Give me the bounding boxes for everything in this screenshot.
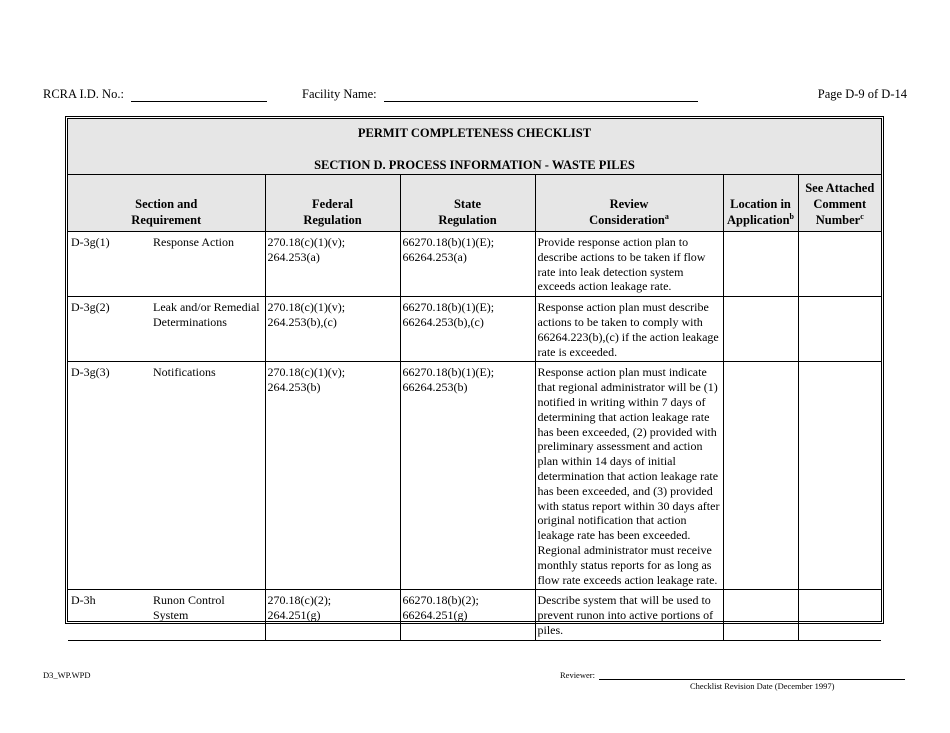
checklist-table	[68, 175, 881, 641]
review-consideration: Describe system that will be used to prevent runon into active portions of piles.	[535, 590, 723, 640]
location-in-application-cell[interactable]	[723, 590, 798, 640]
reviewer-blank[interactable]	[599, 671, 905, 680]
rcra-id-blank[interactable]	[131, 89, 267, 102]
checklist-title: PERMIT COMPLETENESS CHECKLIST	[357, 126, 592, 140]
col-header-section: Section and Requirement	[68, 175, 265, 232]
comment-number-cell[interactable]	[798, 362, 881, 590]
col-header-review: Review Consideration$^a$	[535, 175, 723, 232]
table-row	[68, 232, 881, 297]
section-cell	[68, 297, 265, 362]
requirement-name: Notifications	[153, 365, 216, 380]
requirement-name: Response Action	[153, 235, 234, 249]
state-regulation: 66270.18(b)(1)(E); 66264.253(b),(c)	[400, 297, 535, 362]
state-regulation: 66270.18(b)(1)(E); 66264.253(a)	[400, 232, 535, 297]
table-header-row	[68, 175, 881, 232]
page-number: Page D-9 of D-14	[817, 87, 907, 101]
comment-number-cell[interactable]	[798, 232, 881, 297]
federal-regulation: 270.18(c)(1)(v); 264.253(b),(c)	[265, 297, 400, 362]
location-in-application-cell[interactable]	[723, 297, 798, 362]
file-name: D3_WP.WPD	[43, 670, 91, 680]
rcra-id-label: RCRA I.D. No.:	[43, 87, 124, 101]
state-regulation: 66270.18(b)(1)(E); 66264.253(b)	[400, 362, 535, 590]
checklist-title-bar	[68, 119, 881, 175]
facility-name-blank[interactable]	[384, 89, 698, 102]
col-header-location: Location in Application$^b$	[723, 175, 798, 232]
section-id: D-3g(1)	[71, 235, 110, 249]
reviewer-label: Reviewer:	[560, 670, 595, 680]
col-header-state: State Regulation	[400, 175, 535, 232]
section-title: SECTION D. PROCESS INFORMATION - WASTE PILES	[314, 158, 635, 172]
comment-number-cell[interactable]	[798, 590, 881, 640]
requirement-name: Runon Control System	[153, 593, 225, 623]
review-consideration: Response action plan must indicate that regional administrator will be (1) notified in writing within 7 days of determining that action leakage rate has been exceeded, (2) provided with preliminary assessment and action plan within 14 days of initial determination that action leakage rate has been exceeded, and (3) provided with status report within 30 days after original notification that action leakage rate has been exceeded. Regional administrator must receive monthly status reports for as long as flow rate exceeds action leakage rate.	[535, 362, 723, 590]
section-id: D-3h	[71, 593, 96, 608]
table-row	[68, 297, 881, 362]
review-consideration: Provide response action plan to describe actions to be taken if flow rate into leak detection system exceeds action leakage rate.	[535, 232, 723, 297]
col-header-federal: Federal Regulation	[265, 175, 400, 232]
section-cell	[68, 232, 265, 297]
checklist-revision-date: Checklist Revision Date (December 1997)	[690, 681, 835, 691]
section-id: D-3g(2)	[71, 300, 110, 315]
facility-name-label: Facility Name:	[302, 87, 377, 101]
section-cell	[68, 362, 265, 590]
federal-regulation: 270.18(c)(2); 264.251(g)	[265, 590, 400, 640]
table-row	[68, 590, 881, 640]
checklist-table-frame	[65, 116, 884, 637]
section-cell	[68, 590, 265, 640]
section-id: D-3g(3)	[71, 365, 110, 380]
federal-regulation: 270.18(c)(1)(v); 264.253(a)	[265, 232, 400, 297]
table-row	[68, 362, 881, 590]
facility-name-field	[302, 87, 698, 102]
col-header-comment: See Attached Comment Number$^c$	[798, 175, 881, 232]
reviewer-field	[560, 670, 905, 680]
review-consideration: Response action plan must describe actions to be taken to comply with 66264.223(b),(c) if the action leakage rate is exceeded.	[535, 297, 723, 362]
rcra-id-field	[43, 87, 267, 102]
requirement-name: Leak and/or Remedial Determinations	[153, 300, 260, 329]
federal-regulation: 270.18(c)(1)(v); 264.253(b)	[265, 362, 400, 590]
location-in-application-cell[interactable]	[723, 362, 798, 590]
location-in-application-cell[interactable]	[723, 232, 798, 297]
comment-number-cell[interactable]	[798, 297, 881, 362]
state-regulation: 66270.18(b)(2); 66264.251(g)	[400, 590, 535, 640]
